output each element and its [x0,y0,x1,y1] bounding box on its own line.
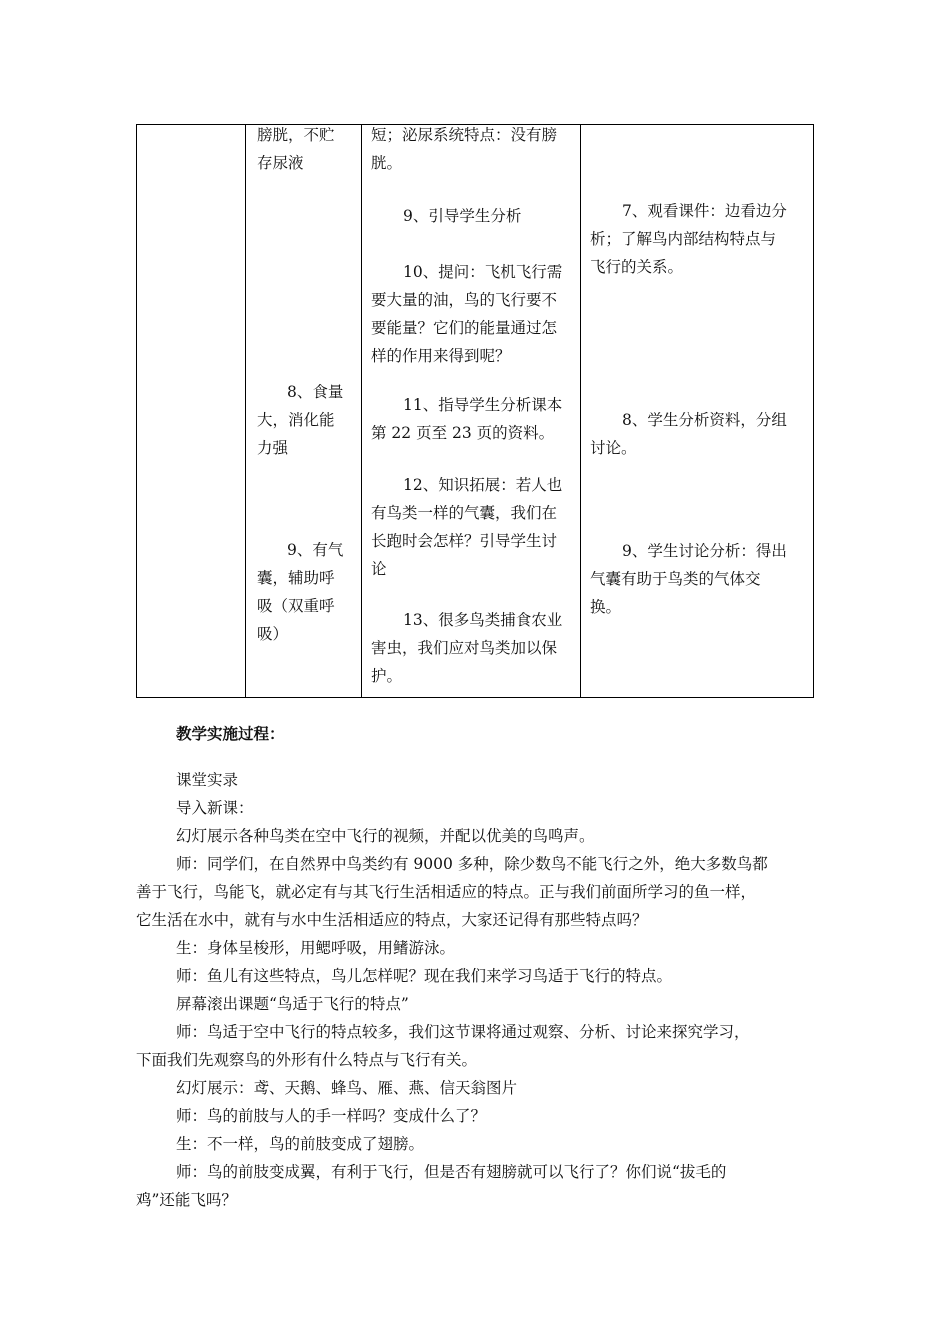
paragraph [136,850,816,934]
table-divider [361,125,362,697]
paragraph: 幻灯展示：鸢、天鹅、蜂鸟、雁、燕、信天翁图片 [176,1079,518,1097]
cell-line: 力强 [257,439,289,457]
cell-line: 样的作用来得到呢？ [371,347,511,365]
cell-line: 13、很多鸟类捕食农业 [403,611,563,629]
cell-line: 7、观看课件：边看边分 [622,202,787,220]
cell-line: 长跑时会怎样？引导学生讨 [371,532,558,550]
cell-line: 9、引导学生分析 [403,207,522,225]
cell-line: 大，消化能 [257,411,335,429]
cell-line: 短；泌尿系统特点：没有膀 [371,126,558,144]
table-cell-teacher [371,202,576,230]
paragraph: 生：不一样，鸟的前肢变成了翅膀。 [176,1135,425,1153]
table-divider [245,125,246,697]
paragraph-line: 师：同学们，在自然界中鸟类约有 9000 多种，除少数鸟不能飞行之外，绝大多数鸟都 [176,855,768,873]
cell-line: 第 22 页至 23 页的资料。 [371,424,555,442]
paragraph: 屏幕滚出课题“鸟适于飞行的特点” [176,995,409,1013]
table-cell-teacher [371,391,576,447]
table-cell-student [590,406,810,462]
table-cell-teacher [371,258,576,370]
cell-line: 有鸟类一样的气囊，我们在 [371,504,558,522]
cell-line: 9、学生讨论分析：得出 [622,542,787,560]
cell-line: 12、知识拓展：若人也 [403,476,563,494]
table-divider [580,125,581,697]
paragraph: 生：身体呈梭形，用鳃呼吸，用鳍游泳。 [176,939,456,957]
paragraph-line: 善于飞行，鸟能飞，就必定有与其飞行生活相适应的特点。正与我们前面所学习的鱼一样， [136,883,757,901]
lesson-table [136,124,814,698]
lesson-transcript [136,720,816,1214]
paragraph: 课堂实录 [176,771,239,789]
table-cell-point [257,536,357,648]
cell-line: 10、提问：飞机飞行需 [403,263,563,281]
paragraph-line: 下面我们先观察鸟的外形有什么特点与飞行有关。 [136,1051,478,1069]
cell-line: 护。 [371,667,403,685]
paragraph-line: 师：鸟的前肢变成翼，有利于飞行，但是否有翅膀就可以飞行了？你们说“拔毛的 [176,1163,727,1181]
table-cell-teacher [371,121,576,177]
cell-line: 存尿液 [257,154,304,172]
cell-line: 9、有气 [287,541,344,559]
paragraph: 师：鸟的前肢与人的手一样吗？变成什么了？ [176,1107,487,1125]
table-cell-point [257,121,357,177]
paragraph-line: 鸡”还能飞吗？ [136,1191,237,1209]
cell-line: 论 [371,560,387,578]
cell-line: 11、指导学生分析课本 [403,396,563,414]
paragraph [136,1158,816,1214]
paragraph: 导入新课： [176,799,254,817]
cell-line: 飞行的关系。 [590,258,684,276]
cell-line: 吸（双重呼 [257,597,335,615]
table-cell-point [257,378,357,462]
cell-line: 害虫，我们应对鸟类加以保 [371,639,558,657]
table-cell-student [590,197,810,281]
section-heading: 教学实施过程： [176,724,285,743]
paragraph [136,1018,816,1074]
paragraph: 师：鱼儿有这些特点，鸟儿怎样呢？现在我们来学习鸟适于飞行的特点。 [176,967,673,985]
table-cell-student [590,537,810,621]
paragraph-line: 它生活在水中，就有与水中生活相适应的特点，大家还记得有那些特点吗？ [136,911,648,929]
cell-line: 讨论。 [590,439,637,457]
table-cell-teacher [371,471,576,583]
cell-line: 吸） [257,625,289,643]
cell-line: 气囊有助于鸟类的气体交 [590,570,761,588]
cell-line: 膀胱，不贮 [257,126,335,144]
cell-line: 胱。 [371,154,403,172]
cell-line: 8、学生分析资料，分组 [622,411,787,429]
cell-line: 要能量？它们的能量通过怎 [371,319,558,337]
paragraph: 幻灯展示各种鸟类在空中飞行的视频，并配以优美的鸟鸣声。 [176,827,595,845]
table-cell-teacher [371,606,576,690]
cell-line: 囊，辅助呼 [257,569,335,587]
cell-line: 析；了解鸟内部结构特点与 [590,230,777,248]
paragraph-line: 师：鸟适于空中飞行的特点较多，我们这节课将通过观察、分析、讨论来探究学习， [176,1023,750,1041]
cell-line: 要大量的油，鸟的飞行要不 [371,291,558,309]
cell-line: 换。 [590,598,622,616]
cell-line: 8、食量 [287,383,344,401]
